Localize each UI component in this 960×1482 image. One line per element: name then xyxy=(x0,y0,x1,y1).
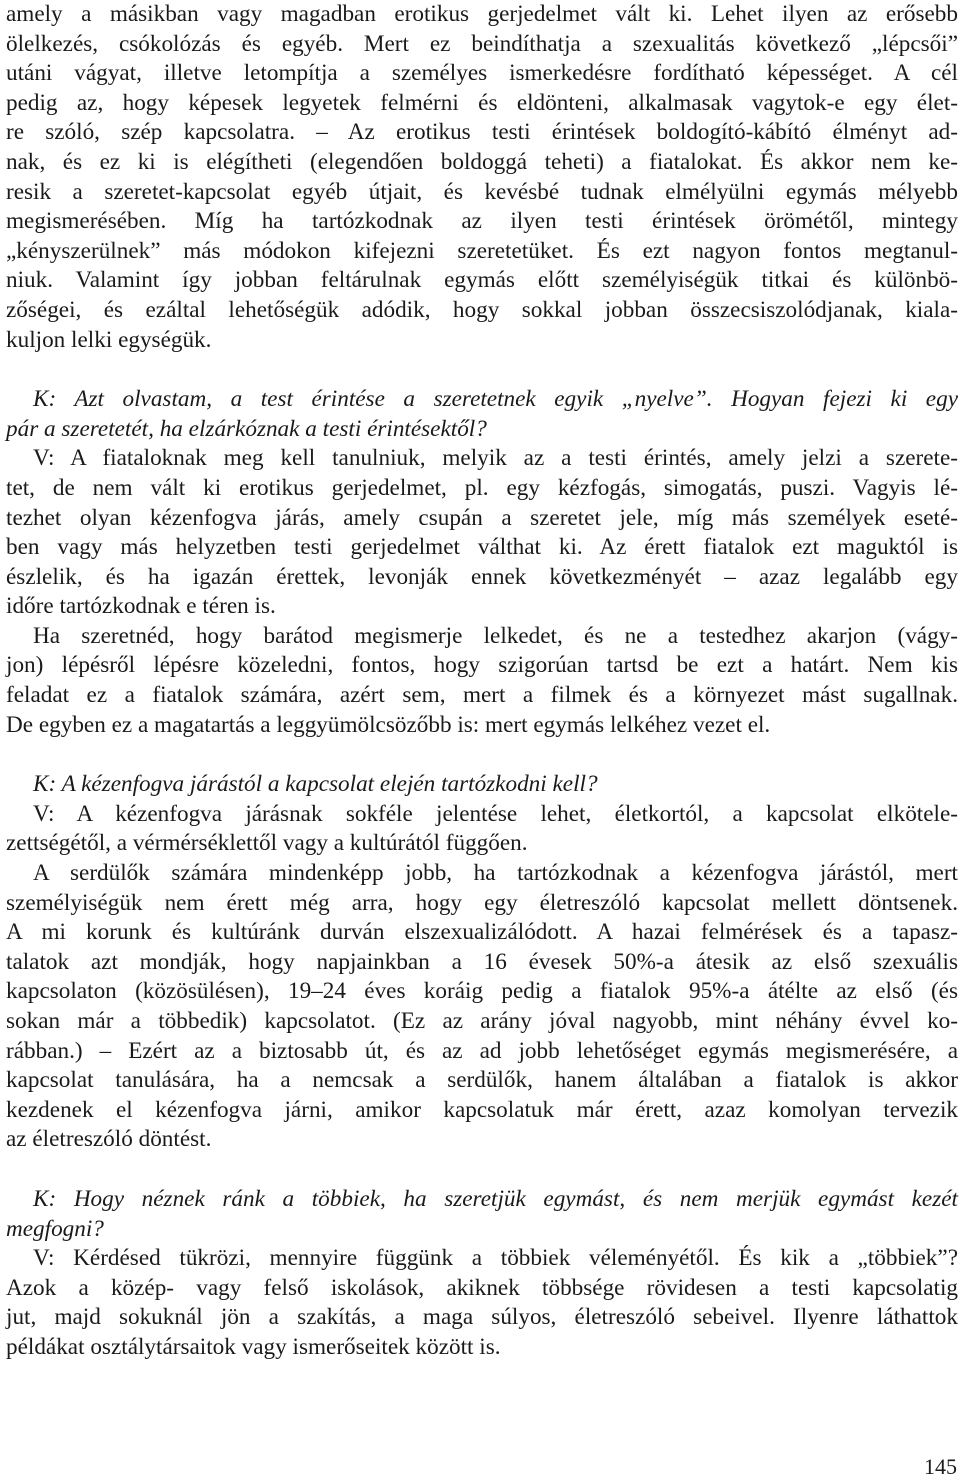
answer xyxy=(6,1244,958,1362)
text-line: kezdenek el kézenfogva járni, amikor kapcsolatuk már érett, azaz komolyan tervezik xyxy=(6,1096,958,1123)
text-line: személyiségük nem érett még arra, hogy egy életreszóló kapcsolat mellett döntsenek. xyxy=(6,889,958,916)
text-line: V: A kézenfogva járásnak sokféle jelentése lehet, életkortól, a kapcsolat elkötele- xyxy=(33,800,958,827)
text-line: utáni vágyat, illetve letompítja a személyes ismerkedésre fordítható képességet. A cél xyxy=(6,60,958,87)
question xyxy=(6,385,958,444)
paragraph xyxy=(6,0,958,355)
text-line: kuljon lelki egységük. xyxy=(6,326,212,353)
text-line: nak, és ez ki is elégítheti (elegendően boldoggá teheti) a fiatalokat. És akkor nem ke- xyxy=(6,148,958,175)
text-line: rábban.) – Ezért az a biztosabb út, és az ad jobb lehetőséget egymás megismerésére, a xyxy=(6,1037,958,1064)
text-line: kapcsolaton (közösülésen), 19–24 éves koráig pedig a fiatalok 95%-a átélte az első (és xyxy=(6,978,958,1005)
text-line: jon) lépésről lépésre közeledni, fontos, hogy szigorúan tartsd be ezt a határt. Nem kis xyxy=(6,652,958,679)
text-line: példákat osztálytársaitok vagy ismerőseitek között is. xyxy=(6,1333,501,1360)
text-line: ben vagy más helyzetben testi gerjedelmet válthat ki. Az érett fiatalok ezt maguktól is xyxy=(6,534,958,561)
text-line: Ha szeretnéd, hogy barátod megismerje lelkedet, és ne a testedhez akarjon (vágy- xyxy=(33,622,958,649)
text-line: megismerésében. Míg ha tartózkodnak az ilyen testi érintések örömétől, mintegy xyxy=(6,208,958,235)
text-line: kapcsolat tanulására, ha a nemcsak a serdülők, hanem általában a fiatalok is akkor xyxy=(6,1067,958,1094)
text-line: jut, majd sokuknál jön a szakítás, a maga súlyos, életreszóló sebeivel. Ilyenre láthattok xyxy=(6,1304,958,1331)
question xyxy=(6,770,958,800)
question-line: K: Azt olvastam, a test érintése a szeretetnek egyik „nyelve”. Hogyan fejezi ki egy xyxy=(33,386,958,413)
text-line: V: Kérdésed tükrözi, mennyire függünk a többiek véleményétől. És kik a „többiek”? xyxy=(33,1245,958,1272)
text-line: sokan már a többedik) kapcsolatot. (Ez az arány jóval nagyobb, mint néhány évvel ko- xyxy=(6,1008,958,1034)
text-line: V: A fiataloknak meg kell tanulniuk, melyik az a testi érintés, amely jelzi a szerete- xyxy=(33,445,958,472)
text-line: tezhet olyan kézenfogva járás, amely csupán a szeretet jele, míg más személyek eseté- xyxy=(6,504,958,531)
paragraph xyxy=(6,622,958,740)
answer xyxy=(6,800,958,859)
text-line: pedig az, hogy képesek legyetek felmérni és eldönteni, alkalmasak vagytok-e egy élet- xyxy=(6,89,958,116)
paragraph-gap xyxy=(6,355,958,385)
text-line: zettségétől, a vérmérséklettől vagy a kultúrától függően. xyxy=(6,830,528,857)
question xyxy=(6,1185,958,1244)
text-line: amely a másikban vagy magadban erotikus gerjedelmet vált ki. Lehet ilyen az erősebb xyxy=(6,1,958,27)
text-line: A serdülők számára mindenképp jobb, ha tartózkodnak a kézenfogva járástól, mert xyxy=(33,860,958,887)
text-line: az életreszóló döntést. xyxy=(6,1126,212,1153)
text-line: De egyben ez a magatartás a leggyümölcsözőbb is: mert egymás lelkéhez vezet el. xyxy=(6,711,771,738)
text-line: Azok a közép- vagy felső iskolások, akiknek többsége rövidesen a testi kapcsolatig xyxy=(6,1274,958,1301)
paragraph xyxy=(6,859,958,1155)
page-number: 145 xyxy=(924,1454,957,1479)
text-line: feladat ez a fiatalok számára, azért sem, mert a filmek és a környezet mást sugallnak. xyxy=(6,682,958,709)
text-line: resik a szeretet-kapcsolat egyéb útjait, és kevésbé tudnak elmélyülni egymás mélyebb xyxy=(6,178,958,205)
question-line: pár a szeretetét, ha elzárkóznak a testi érintésektől? xyxy=(6,415,487,442)
paragraph-gap xyxy=(6,740,958,770)
text-line: A mi korunk és kultúránk durván elszexualizálódott. A hazai felmérések és a tapasz- xyxy=(6,919,958,946)
text-line: észlelik, és ha igazán érettek, levonják ennek következményét – azaz legalább egy xyxy=(6,563,958,590)
text-line: talatok azt mondják, hogy napjainkban a 16 évesek 50%-a átesik az első szexuális xyxy=(6,948,958,975)
text-line: időre tartózkodnak e téren is. xyxy=(6,593,276,620)
question-line: K: Hogy néznek ránk a többiek, ha szeretjük egymást, és nem merjük egymást kezét xyxy=(33,1185,958,1212)
paragraph-gap xyxy=(6,1155,958,1185)
text-line: „kényszerülnek” más módokon kifejezni szeretetüket. És ezt nagyon fontos megtanul- xyxy=(6,237,958,264)
text-line: tet, de nem vált ki erotikus gerjedelmet, pl. egy kézfogás, simogatás, puszi. Vagyis lé- xyxy=(6,474,958,501)
question-line: K: A kézenfogva járástól a kapcsolat elején tartózkodni kell? xyxy=(33,771,598,798)
book-page xyxy=(6,0,958,1363)
text-line: niuk. Valamint így jobban feltárulnak egymás előtt személyiségük titkai és különbö- xyxy=(6,267,958,294)
question-line: megfogni? xyxy=(6,1215,104,1242)
text-line: zőségei, és ezáltal lehetőségük adódik, hogy sokkal jobban összecsiszolódjanak, kiala- xyxy=(6,296,958,323)
answer xyxy=(6,444,958,622)
text-line: re szóló, szép kapcsolatra. – Az erotikus testi érintések boldogító-kábító élményt ad- xyxy=(6,119,958,146)
text-line: ölelkezés, csókolózás és egyéb. Mert ez beindíthatja a szexualitás következő „lépcsői” xyxy=(6,30,958,57)
